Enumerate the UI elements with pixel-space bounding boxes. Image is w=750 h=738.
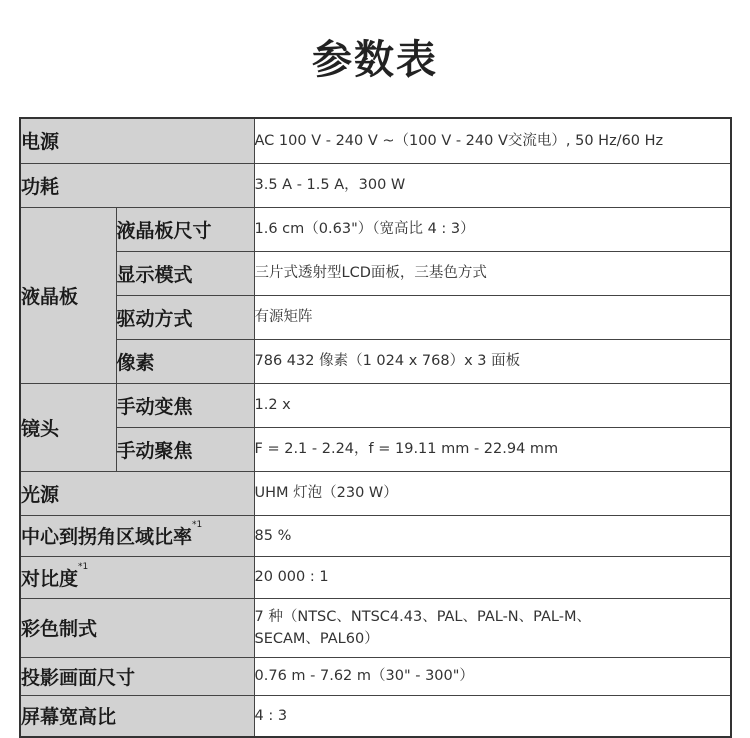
row-label-screen-size: 投影画面尺寸 bbox=[20, 657, 254, 695]
row-value-screen-size: 0.76 m - 7.62 m（30" - 300"） bbox=[254, 657, 731, 695]
row-label-aspect: 屏幕宽高比 bbox=[20, 695, 254, 737]
row-label-power: 电源 bbox=[20, 118, 254, 163]
row-label-drive: 驱动方式 bbox=[116, 295, 254, 339]
row-label-zoom: 手动变焦 bbox=[116, 383, 254, 427]
table-row bbox=[20, 163, 731, 207]
value-line: 7 种（NTSC、NTSC4.43、PAL、PAL-N、PAL-M、 bbox=[254, 608, 591, 625]
row-label-display-mode: 显示模式 bbox=[116, 251, 254, 295]
table-row bbox=[20, 383, 731, 427]
spec-table bbox=[19, 117, 732, 738]
row-label-light: 光源 bbox=[20, 471, 254, 515]
table-row bbox=[20, 251, 731, 295]
table-row bbox=[20, 657, 731, 695]
row-label-pixels: 像素 bbox=[116, 339, 254, 383]
row-label-focus: 手动聚焦 bbox=[116, 427, 254, 471]
table-row bbox=[20, 339, 731, 383]
label-text: 对比度 bbox=[21, 567, 79, 590]
row-value-zoom: 1.2 x bbox=[254, 383, 731, 427]
row-value-consumption: 3.5 A - 1.5 A，300 W bbox=[254, 163, 731, 207]
footnote-mark: *1 bbox=[192, 520, 203, 530]
row-value-focus: F = 2.1 - 2.24，f = 19.11 mm - 22.94 mm bbox=[254, 427, 731, 471]
value-line: SECAM、PAL60） bbox=[254, 630, 379, 647]
row-value-drive: 有源矩阵 bbox=[254, 295, 731, 339]
group-label-lens: 镜头 bbox=[20, 383, 116, 471]
page-title: 参数表 bbox=[312, 37, 438, 83]
table-row bbox=[20, 427, 731, 471]
row-value-aspect: 4 : 3 bbox=[254, 695, 731, 737]
row-label-color-system: 彩色制式 bbox=[20, 598, 254, 657]
row-value-uniformity: 85 % bbox=[254, 515, 731, 556]
row-value-power: AC 100 V - 240 V ~（100 V - 240 V交流电）, 50 Hz/60 Hz bbox=[254, 118, 731, 163]
footnote-mark: *1 bbox=[78, 561, 89, 572]
row-label-uniformity bbox=[20, 515, 254, 556]
table-row bbox=[20, 556, 731, 598]
row-label-lcd-size: 液晶板尺寸 bbox=[116, 207, 254, 251]
label-text: 中心到拐角区域比率 bbox=[21, 526, 193, 548]
table-row bbox=[20, 207, 731, 251]
row-value-contrast: 20 000 : 1 bbox=[254, 556, 731, 598]
table-row bbox=[20, 471, 731, 515]
row-label-contrast bbox=[20, 556, 254, 598]
row-value-pixels: 786 432 像素（1 024 x 768）x 3 面板 bbox=[254, 339, 731, 383]
row-value-lcd-size: 1.6 cm（0.63"）（宽高比 4 : 3） bbox=[254, 207, 731, 251]
table-row bbox=[20, 695, 731, 737]
row-value-display-mode: 三片式透射型LCD面板，三基色方式 bbox=[254, 251, 731, 295]
table-row bbox=[20, 118, 731, 163]
table-row bbox=[20, 598, 731, 657]
table-row bbox=[20, 295, 731, 339]
row-value-light: UHM 灯泡（230 W） bbox=[254, 471, 731, 515]
row-label-consumption: 功耗 bbox=[20, 163, 254, 207]
table-row bbox=[20, 515, 731, 556]
group-label-lcd: 液晶板 bbox=[20, 207, 116, 383]
row-value-color-system bbox=[254, 598, 731, 657]
